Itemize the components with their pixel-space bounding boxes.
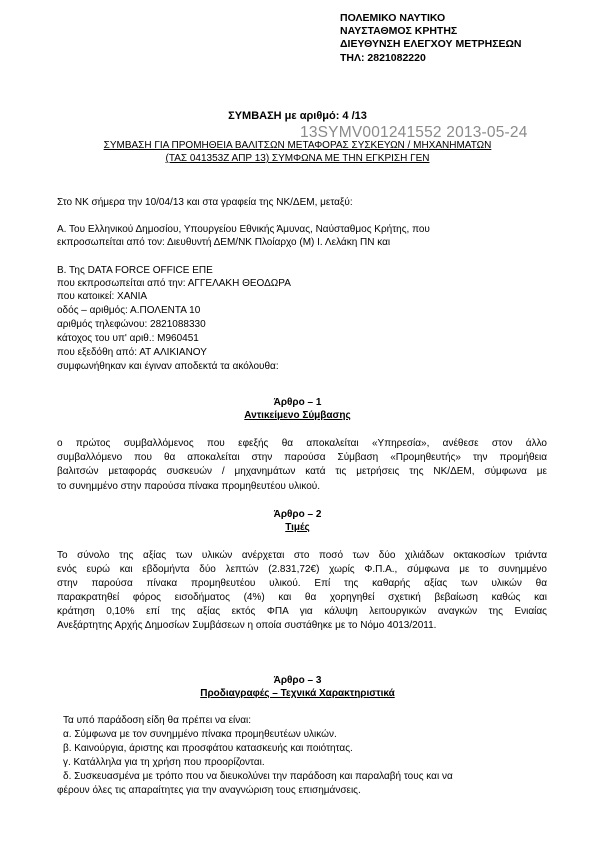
article-3-line: α. Σύμφωνα με τον συνημμένο πίνακα προμηθευτέων υλικών. <box>63 729 337 740</box>
header-navy: ΠΟΛΕΜΙΚΟ ΝΑΥΤΙΚΟ <box>340 12 446 24</box>
party-b-line: που εξεδόθη από: ΑΤ ΑΛΙΚΙΑΝΟΥ <box>57 347 207 358</box>
article-2-subheading: Τιμές <box>285 522 310 533</box>
article-3-line: φέρουν όλες τις απαραίτητες για την αναγνώριση τους επισημάνσεις. <box>57 785 361 796</box>
contract-title: ΣΥΜΒΑΣΗ με αριθμό: 4 /13 <box>228 110 367 122</box>
article-3-heading: Άρθρο – 3 <box>273 675 322 686</box>
article-1-subheading: Αντικείμενο Σύμβασης <box>244 410 351 421</box>
subtitle-line-1: ΣΥΜΒΑΣΗ ΓΙΑ ΠΡΟΜΗΘΕΙΑ ΒΑΛΙΤΣΩΝ ΜΕΤΑΦΟΡΑΣ ΣΥΣΚΕΥΩΝ / ΜΗΧΑΝΗΜΑΤΩΝ <box>103 140 492 151</box>
header-phone: ΤΗΛ: 2821082220 <box>340 52 426 64</box>
header-directorate: ΔΙΕΥΘΥΝΣΗ ΕΛΕΓΧΟΥ ΜΕΤΡΗΣΕΩΝ <box>340 38 522 50</box>
party-b-line: συμφωνήθηκαν και έγιναν αποδεκτά τα ακόλουθα: <box>57 361 279 372</box>
party-b-line: που εκπροσωπείται από την: ΑΓΓΕΛΑΚΗ ΘΕΟΔΩΡΑ <box>57 278 291 289</box>
article-2-heading: Άρθρο – 2 <box>273 509 322 520</box>
article-2-line: παρακρατηθεί φόρος εισοδήματος (4%) και θα χορηγηθεί σχετική βεβαίωση καθώς και <box>57 592 547 603</box>
article-1-line: συμβαλλόμενο που θα αποκαλείται στην παρούσα Σύμβαση «Προμηθευτής» την προμήθεια <box>57 452 547 463</box>
article-2-line: Ανεξάρτητης Αρχής Δημοσίων Συμβάσεων η οποία συστάθηκε με το Νόμο 4013/2011. <box>57 620 437 631</box>
party-b-line: οδός – αριθμός: Α.ΠΟΛΕΝΤΑ 10 <box>57 305 201 316</box>
article-2-line: κράτηση 0,10% επί της αξίας εκτός ΦΠΑ για κάλυψη λειτουργικών αναγκών της Ενιαίας <box>57 606 547 617</box>
party-b-line: κάτοχος του υπ' αριθ.: Μ960451 <box>57 333 199 344</box>
party-b-line: αριθμός τηλεφώνου: 2821088330 <box>57 319 206 330</box>
article-1-line: ο πρώτος συμβαλλόμενος που εφεξής θα αποκαλείται «Υπηρεσία», ανέθεσε στον άλλο <box>57 438 547 449</box>
article-2-line: στην παρούσα πίνακα προμηθευτέου υλικού. Επί της καθαρής αξίας των υλικών θα <box>57 578 547 589</box>
intro-text: Στο ΝΚ σήμερα την 10/04/13 και στα γραφεία της ΝΚ/ΔΕΜ, μεταξύ: <box>57 197 353 208</box>
article-3-line: Τα υπό παράδοση είδη θα πρέπει να είναι: <box>63 715 252 726</box>
party-a-line-1: Α. Του Ελληνικού Δημοσίου, Υπουργείου Εθνικής Άμυνας, Ναύσταθμος Κρήτης, που <box>57 224 430 235</box>
article-1-line: το συνημμένο στην παρούσα πίνακα προμηθευτέου υλικού. <box>57 481 321 492</box>
article-3-subheading: Προδιαγραφές – Τεχνικά Χαρακτηριστικά <box>200 688 395 699</box>
article-3-line: γ. Κατάλληλα για τη χρήση που προορίζονται. <box>63 757 265 768</box>
party-b-line: Β. Της DATA FORCE OFFICE ΕΠΕ <box>57 265 213 276</box>
article-2-line: Το σύνολο της αξίας των υλικών ανέρχεται στο ποσό των δύο χιλιάδων οκτακοσίων τριάντα <box>57 550 547 561</box>
party-a-line-2: εκπροσωπείται από τον: Διευθυντή ΔΕΜ/ΝΚ Πλοίαρχο (Μ) Ι. Λελάκη ΠΝ και <box>57 237 391 248</box>
subtitle-line-2: (ΤΑΣ 041353Ζ ΑΠΡ 13) ΣΥΜΦΩΝΑ ΜΕ ΤΗΝ ΕΓΚΡΙΣΗ ΓΕΝ <box>165 153 430 164</box>
registration-stamp: 13SYMV001241552 2013-05-24 <box>300 124 528 141</box>
article-2-line: ενός ευρώ και εβδομήντα δύο λεπτών (2.831,72€) χωρίς Φ.Π.Α., σύμφωνα με το συνημμένο <box>57 564 547 575</box>
article-1-line: βαλιτσών μεταφοράς συσκευών / μηχανημάτων κατά τις μετρήσεις της ΝΚ/ΔΕΜ, σύμφωνα με <box>57 466 547 477</box>
article-3-line: β. Καινούργια, άριστης και προσφάτου κατασκευής και ποιότητας. <box>63 743 353 754</box>
header-base: ΝΑΥΣΤΑΘΜΟΣ ΚΡΗΤΗΣ <box>340 25 458 37</box>
article-1-heading: Άρθρο – 1 <box>273 397 322 408</box>
party-b-line: που κατοικεί: ΧΑΝΙΑ <box>57 291 148 302</box>
article-3-line: δ. Συσκευασμένα με τρόπο που να διευκολύνει την παράδοση και παραλαβή τους και να <box>63 771 453 782</box>
